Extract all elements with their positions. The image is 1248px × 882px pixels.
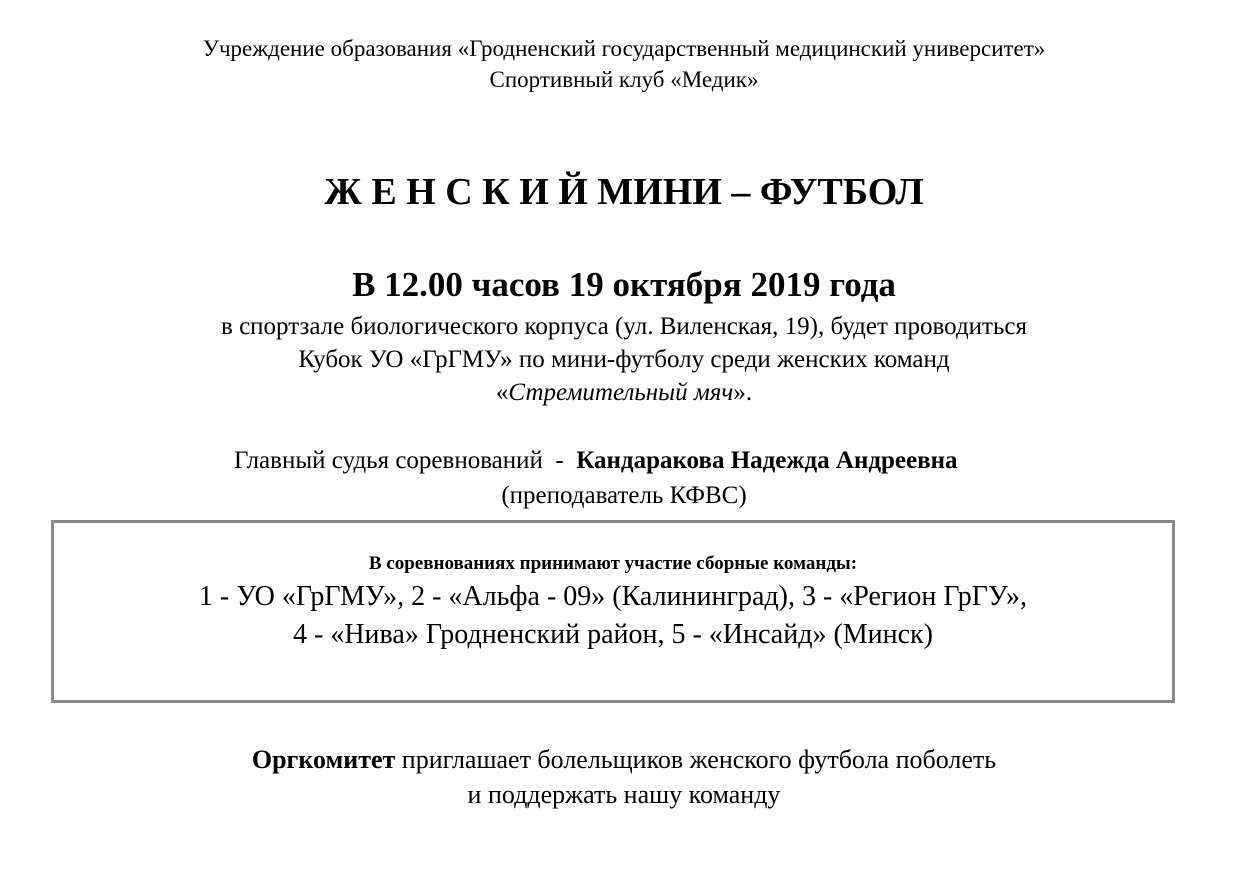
invitation-line-2: и поддержать нашу команду — [467, 780, 781, 809]
club-header: Спортивный клуб «Медик» — [489, 67, 759, 92]
event-datetime: В 12.00 часов 19 октября 2019 года — [352, 265, 896, 304]
tournament-name: Стремительный мяч — [508, 379, 734, 406]
teams-line-1: 1 - УО «ГрГМУ», 2 - «Альфа - 09» (Калининград), 3 - «Регион ГрГУ», — [198, 581, 1028, 612]
teams-line-2: 4 - «Нива» Гродненский район, 5 - «Инсайд» (Минск) — [293, 619, 933, 650]
venue-line-1: в спортзале биологического корпуса (ул. Виленская, 19), будет проводиться — [221, 313, 1027, 340]
organizer-label: Оргкомитет — [251, 745, 396, 774]
teams-box — [51, 520, 1175, 703]
invitation-line-1 — [0, 745, 1248, 775]
institution-header: Учреждение образования «Гродненский государственный медицинский университет» — [202, 36, 1046, 61]
page-title: Ж Е Н С К И Й МИНИ – ФУТБОЛ — [324, 171, 924, 213]
venue-line-3 — [0, 379, 1248, 407]
quote-close: ». — [733, 379, 753, 406]
venue-line-2: Кубок УО «ГрГМУ» по мини-футболу среди женских команд — [298, 346, 950, 373]
teams-lead: В соревнованиях принимают участие сборные команды: — [368, 553, 858, 574]
quote-open: « — [495, 379, 509, 406]
judge-label: Главный судья соревнований - — [234, 447, 577, 474]
judge-name: Кандаракова Надежда Андреевна — [576, 447, 958, 474]
invitation-text-1: приглашает болельщиков женского футбола поболеть — [395, 745, 997, 774]
judge-role: (преподаватель КФВС) — [501, 482, 747, 509]
chief-judge — [234, 447, 958, 475]
